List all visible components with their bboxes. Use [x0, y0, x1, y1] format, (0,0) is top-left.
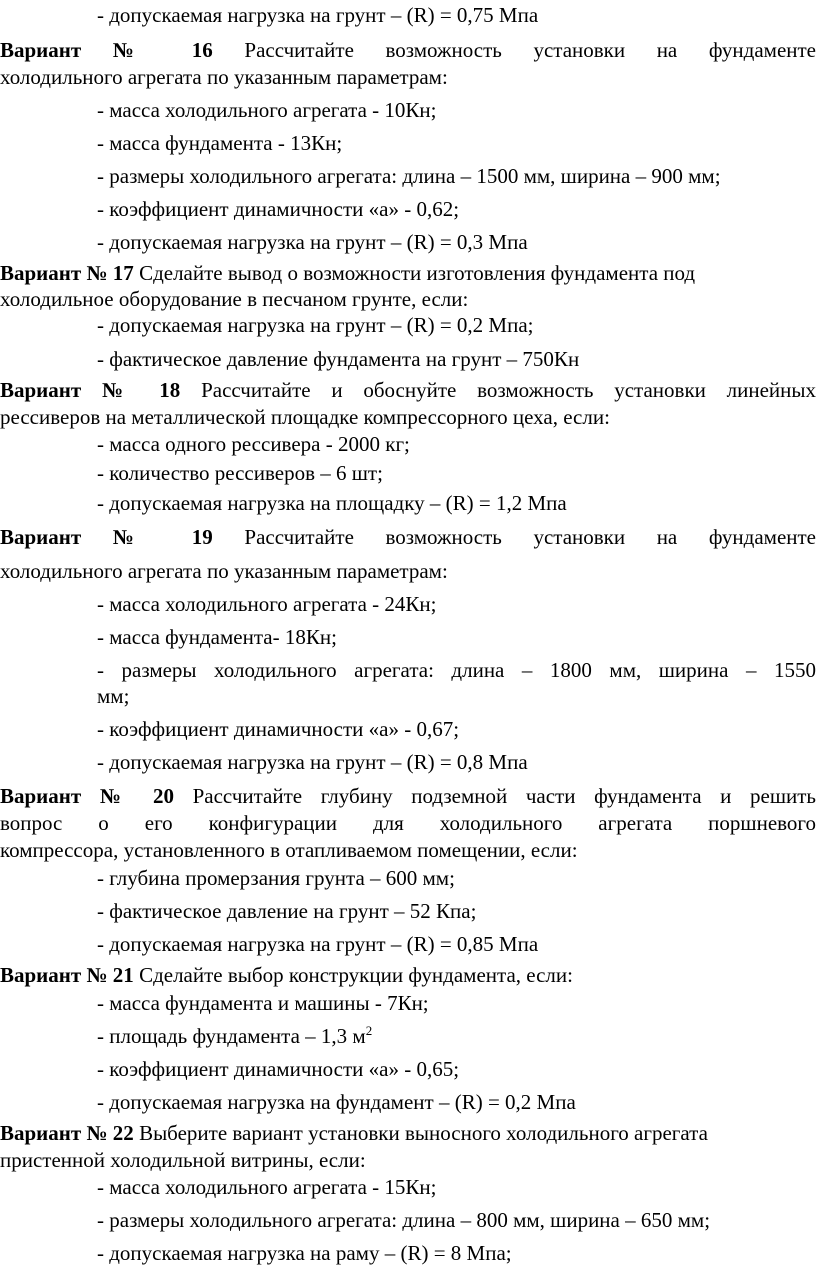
variant-18-bullet-3: - допускаемая нагрузка на площадку – (R) = 1,2 Мпа [97, 491, 567, 515]
variant-17-line-1 [0, 261, 816, 286]
variant-22-bullet-3: - допускаемая нагрузка на раму – (R) = 8 Мпа; [97, 1241, 512, 1265]
variant-18-bullet-1: - масса одного рессивера - 2000 кг; [97, 432, 410, 456]
variant-16-line-2: холодильного агрегата по указанным параметрам: [0, 65, 448, 89]
variant-16-bullet-4: - коэффициент динамичности «а» - 0,62; [97, 197, 460, 221]
variant-20-bullet-3: - допускаемая нагрузка на грунт – (R) = 0,85 Мпа [97, 932, 539, 956]
variant-21-bullet-2-text: - площадь фундамента – 1,3 м [97, 1024, 366, 1048]
variant-20-bullet-1: - глубина промерзания грунта – 600 мм; [97, 866, 455, 890]
variant-19-bullet-1: - масса холодильного агрегата - 24Кн; [97, 592, 437, 616]
variant-18-text-1: Рассчитайте и обоснуйте возможность установки линейных [201, 378, 816, 402]
variant-21-bullet-1: - масса фундамента и машины - 7Кн; [97, 991, 429, 1015]
variant-21-label: Вариант № 21 [0, 963, 134, 987]
variant-16-bullet-5: - допускаемая нагрузка на грунт – (R) = 0,3 Мпа [97, 230, 528, 254]
variant-19-bullet-2: - масса фундамента- 18Кн; [97, 625, 337, 649]
variant-21-bullet-2 [97, 1024, 816, 1049]
variant-20-label: Вариант № 20 [0, 784, 174, 808]
variant-18-line-1 [0, 378, 816, 403]
variant-16-bullet-2: - масса фундамента - 13Кн; [97, 131, 343, 155]
variant-19-bullet-5: - допускаемая нагрузка на грунт – (R) = 0,8 Мпа [97, 750, 528, 774]
variant-17-line-2: холодильное оборудование в песчаном грунте, если: [0, 287, 469, 311]
variant-21-line-1 [0, 963, 816, 988]
variant-21-text-1: Сделайте выбор конструкции фундамента, если: [139, 963, 573, 987]
variant-20-text-1: Рассчитайте глубину подземной части фундамента и решить [192, 784, 816, 808]
variant-18-label: Вариант № 18 [0, 378, 181, 402]
variant-19-bullet-3-cont: мм; [97, 684, 130, 708]
variant-21-bullet-3: - коэффициент динамичности «а» - 0,65; [97, 1057, 460, 1081]
variant-22-line-1 [0, 1121, 816, 1146]
variant-16-line-1 [0, 38, 816, 63]
variant-17-text-1: Сделайте вывод о возможности изготовления фундамента под [139, 261, 696, 285]
variant-19-line-1 [0, 525, 816, 550]
variant-18-bullet-2: - количество рессиверов – 6 шт; [97, 461, 383, 485]
variant-19-text-1: Рассчитайте возможность установки на фундаменте [244, 525, 816, 549]
variant-19-line-2: холодильного агрегата по указанным параметрам: [0, 559, 448, 583]
variant-16-bullet-1: - масса холодильного агрегата - 10Кн; [97, 98, 437, 122]
variant-17-bullet-2: - фактическое давление фундамента на грунт – 750Кн [97, 347, 580, 371]
top-bullet-1: - допускаемая нагрузка на грунт – (R) = 0,75 Мпа [97, 3, 539, 27]
variant-18-line-2: рессиверов на металлической площадке компрессорного цеха, если: [0, 405, 610, 429]
variant-21-bullet-4: - допускаемая нагрузка на фундамент – (R) = 0,2 Мпа [97, 1090, 576, 1114]
variant-22-line-2: пристенной холодильной витрины, если: [0, 1148, 366, 1172]
variant-16-bullet-3: - размеры холодильного агрегата: длина – 1500 мм, ширина – 900 мм; [97, 164, 721, 188]
superscript-2: 2 [365, 1023, 373, 1038]
variant-20-line-2: вопрос о его конфигурации для холодильного агрегата поршневого [0, 811, 816, 835]
variant-22-bullet-2: - размеры холодильного агрегата: длина – 800 мм, ширина – 650 мм; [97, 1208, 711, 1232]
variant-17-bullet-1: - допускаемая нагрузка на грунт – (R) = 0,2 Мпа; [97, 313, 534, 337]
variant-20-line-3: компрессора, установленного в отапливаемом помещении, если: [0, 838, 578, 862]
variant-22-label: Вариант № 22 [0, 1121, 134, 1145]
variant-20-line-1 [0, 784, 816, 809]
variant-22-text-1: Выберите вариант установки выносного холодильного агрегата [139, 1121, 708, 1145]
variant-22-bullet-1: - масса холодильного агрегата - 15Кн; [97, 1175, 437, 1199]
variant-16-text-1: Рассчитайте возможность установки на фундаменте [244, 38, 816, 62]
variant-19-bullet-4: - коэффициент динамичности «а» - 0,67; [97, 717, 460, 741]
variant-16-label: Вариант № 16 [0, 38, 213, 62]
variant-20-bullet-2: - фактическое давление на грунт – 52 Кпа; [97, 899, 477, 923]
variant-19-bullet-3: - размеры холодильного агрегата: длина – 1800 мм, ширина – 1550 [97, 658, 816, 682]
variant-19-label: Вариант № 19 [0, 525, 213, 549]
variant-17-label: Вариант № 17 [0, 261, 134, 285]
